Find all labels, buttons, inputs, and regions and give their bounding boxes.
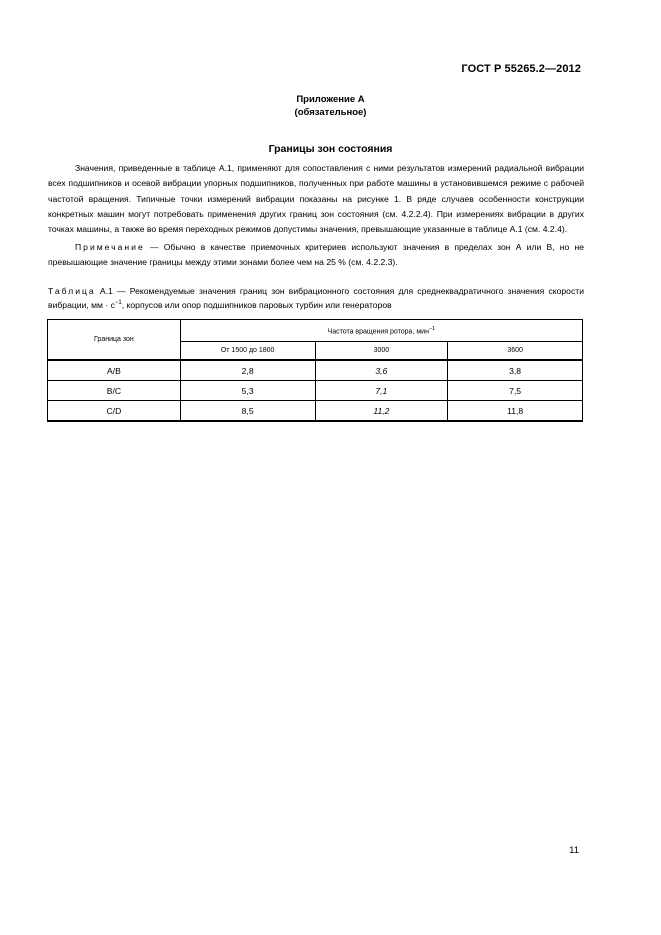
zone-cell: B/C xyxy=(48,381,181,401)
table-caption-label: Таблица xyxy=(48,286,96,296)
value-cell: 11,2 xyxy=(315,401,448,422)
table-caption-text-end: , корпусов или опор подшипников паровых турбин или генераторов xyxy=(121,300,392,310)
column-header: 3000 xyxy=(315,342,448,361)
frequency-header xyxy=(180,320,582,342)
value-cell: 2,8 xyxy=(180,360,315,381)
table-row xyxy=(48,381,583,401)
body-paragraph: Значения, приведенные в таблице А.1, применяют для сопоставления с ними результатов измерений радиальной вибрации всех подшипников и осевой вибрации упорных подшипников, полученных при работе машины в установившемся режиме с рабочей частотой вращения. Типичные точки измерений вибрации показаны на рисунке 1. В ряде случаев особенности конструкции конкретных машин могут потребовать применения других границ зон состояния (см. 4.2.2.4). При измерениях вибрации в других точках машины, а также во время переходных режимов допустимы значения, превышающие указанные в таблице А.1 (см. 4.2.4). xyxy=(48,163,584,235)
value-cell: 3,8 xyxy=(448,360,583,381)
column-header: 3600 xyxy=(448,342,583,361)
annex-title: Приложение А xyxy=(296,94,365,105)
value-cell: 7,1 xyxy=(315,381,448,401)
table-caption xyxy=(48,284,584,312)
note-text: Обычно в качестве приемочных критериев используют значения в пределах зон А или В, но не превышающие значение границы между этими зонами более чем на 25 % (см. 4.2.2.3). xyxy=(48,242,584,268)
section-title: Границы зон состояния xyxy=(268,143,393,155)
note-dash: — xyxy=(144,242,164,252)
value-cell: 3,6 xyxy=(315,360,448,381)
document-number: ГОСТ Р 55265.2—2012 xyxy=(461,63,581,75)
table-header-row xyxy=(48,320,583,342)
table-row xyxy=(48,360,583,381)
table-caption-exponent: −1 xyxy=(114,300,122,307)
frequency-header-text: Частота вращения ротора, мин xyxy=(327,328,429,336)
zone-cell: A/B xyxy=(48,360,181,381)
annex-heading xyxy=(0,93,661,119)
table-caption-text: — Рекомендуемые значения границ зон вибрационного состояния для среднеквадратичного значения скорости вибрации, мм · с xyxy=(48,286,584,310)
value-cell: 5,3 xyxy=(180,381,315,401)
value-cell: 7,5 xyxy=(448,381,583,401)
zone-limits-table xyxy=(47,319,583,422)
frequency-header-exponent: −1 xyxy=(428,325,436,332)
value-cell: 11,8 xyxy=(448,401,583,422)
zone-column-header: Граница зон xyxy=(48,320,181,361)
table-row xyxy=(48,401,583,422)
zone-cell: C/D xyxy=(48,401,181,422)
page-number: 11 xyxy=(569,845,579,856)
note-paragraph xyxy=(48,240,584,271)
table-caption-number: А.1 xyxy=(95,286,113,296)
annex-subtitle: (обязательное) xyxy=(294,107,367,118)
note-label: Примечание xyxy=(75,242,145,252)
value-cell: 8,5 xyxy=(180,401,315,422)
column-header: От 1500 до 1800 xyxy=(180,342,315,361)
